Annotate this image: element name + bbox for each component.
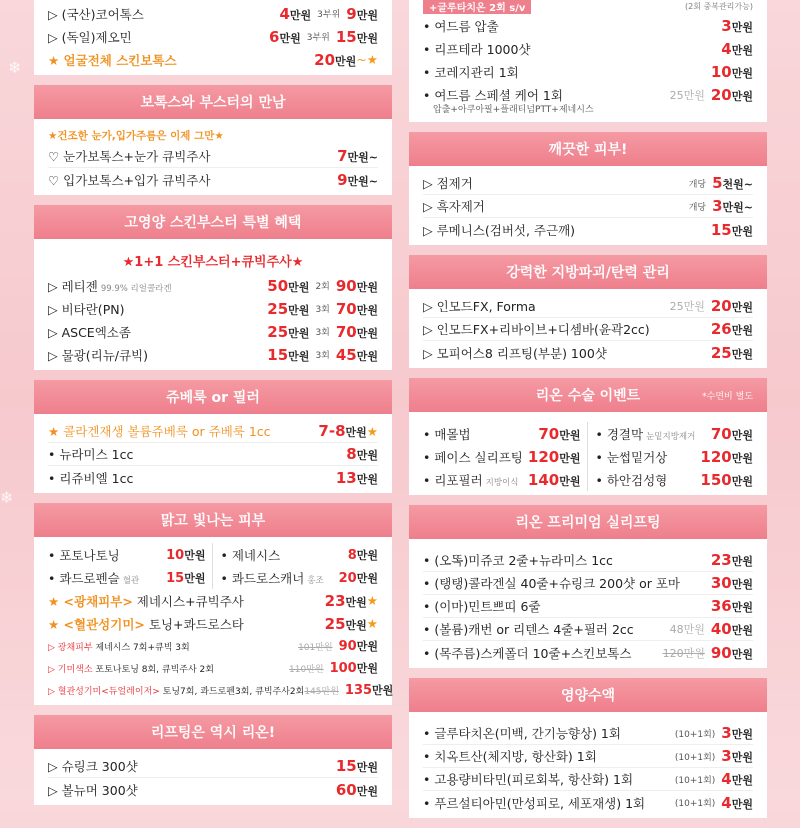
price-row: ▷ 모피어스8 리프팅(부분) 100샷 25만원 — [423, 343, 753, 362]
price-row: • 리쥬비엘 1cc 13만원 — [48, 468, 378, 487]
star-row: ★ 콜라겐재생 볼륨쥬베룩 or 쥬베룩 1cc 7-8만원 ★ — [48, 420, 378, 443]
skinbooster-card — [34, 205, 392, 370]
botox-booster-card — [34, 85, 392, 195]
price-row: ▷ (국산)코어톡스 4만원 3부위 9만원 — [48, 4, 378, 23]
star-row: ★ <혈관성기미> 토닝+콰드로스타 25만원 ★ — [48, 614, 378, 633]
section-headline: ★1+1 스킨부스터+큐빅주사★ — [122, 255, 304, 270]
clear-skin-card — [34, 503, 392, 705]
section-header: 깨끗한 피부! — [409, 132, 767, 166]
price-row: • (볼륨)캐번 or 리텐스 4줄+필러 2cc 48만원 40만원 — [423, 618, 753, 641]
iv-therapy-card — [409, 678, 767, 818]
price-row: • (탱탱)콜라겐실 40줄+슈링크 200샷 or 포마 30만원 — [423, 572, 753, 595]
price-row: • 리프테라 1000샷 4만원 — [423, 39, 753, 58]
section-headline: ★건조한 눈가,입가주름은 이제 그만★ — [48, 129, 224, 142]
price-row: • 뉴라미스 1cc 8만원 — [48, 443, 378, 466]
botox-card — [34, 0, 392, 75]
price-row: ▷ 인모드FX, Forma 25만원 20만원 — [423, 295, 753, 318]
lifting-card — [34, 715, 392, 805]
section-header: 고영양 스킨부스터 특별 혜택 — [34, 205, 392, 239]
price-row: ▷ 인모드FX+리바이브+디셈바(윤곽2cc) 26만원 — [423, 318, 753, 341]
price-row: • (오똑)미쥬코 2줄+뉴라미스 1cc 23만원 — [423, 549, 753, 572]
price-row: ▷ 루메니스(검버섯, 주근깨) 15만원 — [423, 220, 753, 239]
row-subtext: 압출+아쿠아필+플래티넘PTT+제네시스 — [433, 105, 594, 115]
price-row: • 고용량비타민(피로회복, 항산화) 1회 (10+1회) 4만원 — [423, 768, 753, 791]
star-row: ★ 얼굴전체 스킨보톡스 20만원 ~★ — [48, 50, 378, 69]
acne-card — [409, 0, 767, 122]
section-header: 쥬베룩 or 필러 — [34, 380, 392, 414]
price-row: • 여드름 압출 3만원 — [423, 16, 753, 35]
package-row: ▷ 혈관성기미<듀얼레이저> 토닝7회, 콰드로펜3회, 큐빅주사2회 145만원 135만원 — [48, 683, 394, 698]
package-row: ▷ 광채피부 제네시스 7회+큐빅 3회 101만원 90만원 — [48, 639, 378, 654]
fat-lifting-card — [409, 255, 767, 368]
juvelook-filler-card — [34, 380, 392, 493]
section-header: 강력한 지방파괴/탄력 관리 — [409, 255, 767, 289]
price-row: • 코레지관리 1회 10만원 — [423, 62, 753, 81]
price-row: ▷ 흑자제거 개당 3만원~ — [423, 195, 753, 218]
price-row: • 여드름 스페셜 케어 1회 25만원 20만원 — [423, 85, 753, 104]
star-row: ★ <광채피부> 제네시스+큐빅주사 23만원 ★ — [48, 591, 378, 610]
surgery-card: 리온 수술 이벤트 *수면비 별도 • 매몰법 70만원 • 페이스 실리프팅 120만원 • 리포필러 지방이식 140만원 • 경결막 눈밑지방제거 70만원 • 눈썹밑거상 120만원 • 하안검성형 150만원 — [409, 378, 767, 495]
thread-lift-card — [409, 505, 767, 668]
top-strip-label: +글루타치온 2회 s/v — [423, 0, 531, 14]
snowflake-icon: ❄ — [8, 58, 22, 77]
package-row: ▷ 기미색소 포토나토닝 8회, 큐빅주사 2회 110만원 100만원 — [48, 661, 378, 676]
snowflake-icon: ❄ — [0, 488, 14, 507]
clean-skin-card — [409, 132, 767, 245]
price-row: ▷ 점제거 개당 5천원~ — [423, 172, 753, 195]
left-column — [34, 0, 392, 815]
price-row: • 치옥트산(체지방, 항산화) 1회 (10+1회) 3만원 — [423, 745, 753, 768]
right-column — [409, 0, 767, 828]
price-row: • (이마)민트쁘띠 6줄 36만원 — [423, 595, 753, 618]
grid-row: • 포토나토닝 10만원 • 콰드로펜슬 혈관 15만원 • 제네시스 8만원 • 콰드로스캐너 홍조 20만원 — [48, 543, 378, 589]
price-row: • 푸르설티아민(만성피로, 세포재생) 1회 (10+1회) 4만원 — [423, 793, 753, 812]
price-row: ♡ 눈가보톡스+눈가 큐빅주사 7만원~ — [48, 145, 378, 168]
price-row: ▷ ASCE엑소좀 25만원 3회 70만원 — [48, 322, 378, 341]
section-header: 리프팅은 역시 리온! — [34, 715, 392, 749]
price-row: • 글루타치온(미백, 간기능향상) 1회 (10+1회) 3만원 — [423, 722, 753, 745]
price-row: ▷ 슈링크 300샷 15만원 — [48, 755, 378, 778]
section-header: 영양수액 — [409, 678, 767, 712]
price-row: ▷ 레티젠 99.9% 리얼콜라겐 50만원 2회 90만원 — [48, 276, 378, 295]
section-header: 리온 프리미엄 실리프팅 — [409, 505, 767, 539]
price-row: ▷ 볼뉴머 300샷 60만원 — [48, 780, 378, 799]
price-row: • (목주름)스케폴더 10줄+스킨보톡스 120만원 90만원 — [423, 643, 753, 662]
section-header: 맑고 빛나는 피부 — [34, 503, 392, 537]
price-row: ▷ 물광(리뉴/큐빅) 15만원 3회 45만원 — [48, 345, 378, 364]
price-row: ♡ 입가보톡스+입가 큐빅주사 9만원~ — [48, 170, 378, 189]
top-note: (2회 중복관리가능) — [685, 1, 753, 11]
price-row: ▷ 비타란(PN) 25만원 3회 70만원 — [48, 299, 378, 318]
section-note: *수면비 별도 — [702, 391, 753, 402]
section-header: 리온 수술 이벤트 *수면비 별도 — [409, 378, 767, 412]
price-row: ▷ (독일)제오민 6만원 3부위 15만원 — [48, 27, 378, 46]
section-header: 보톡스와 부스터의 만남 — [34, 85, 392, 119]
